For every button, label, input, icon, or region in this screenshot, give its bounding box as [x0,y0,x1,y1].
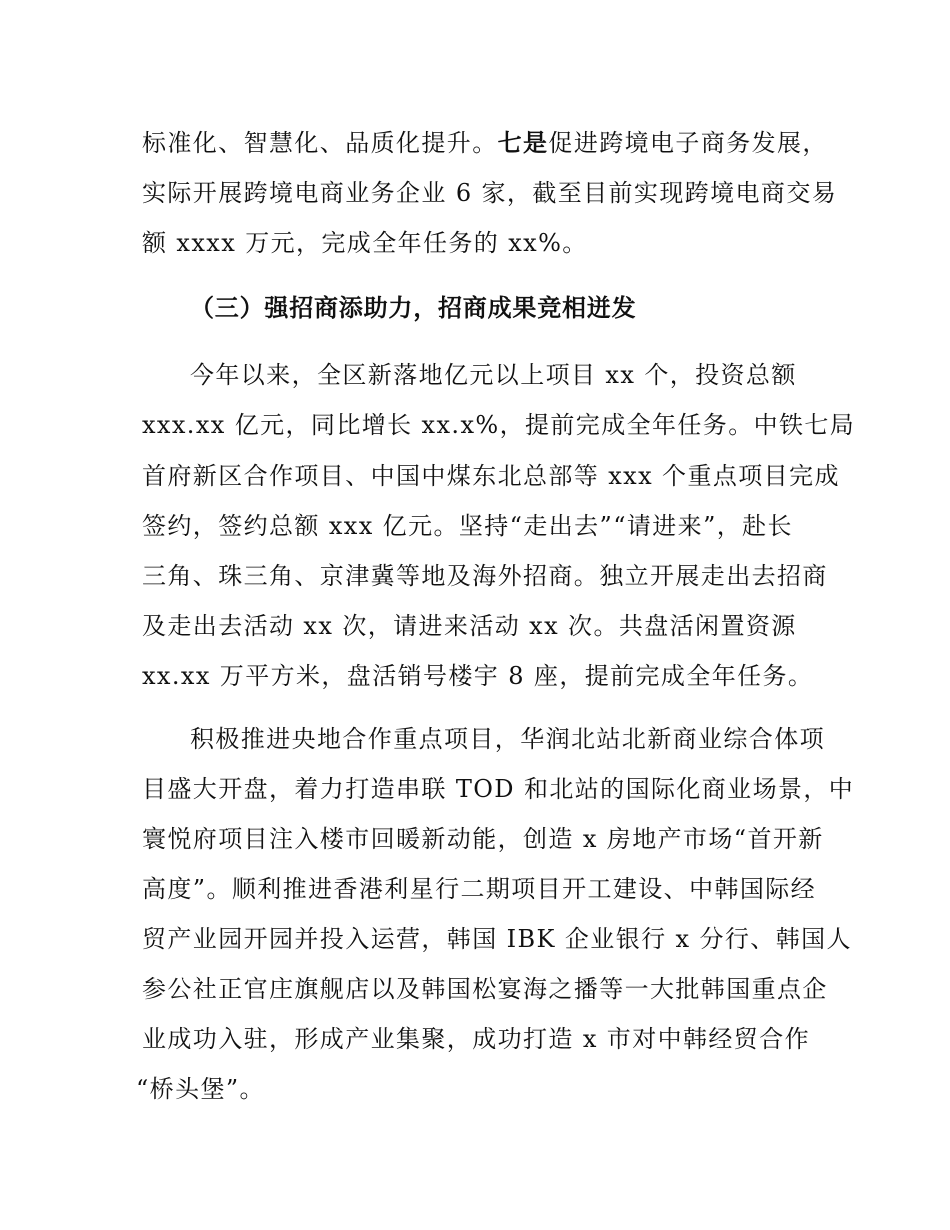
para3-line-6: 参公社正官庄旗舰店以及韩国松宴海之播等一大批韩国重点企 [142,975,828,1003]
para2-line-4: 签约，签约总额 xxx 亿元。坚持“走出去”“请进来”，赴长 [142,512,793,540]
para1-text-after: 促进跨境电子商务发展， [548,129,828,157]
para2-line-7: xx.xx 万平方米，盘活销号楼宇 8 座，提前完成全年任务。 [142,662,814,690]
para1-line-1 [142,128,828,158]
para2-line-6: 及走出去活动 xx 次，请进来活动 xx 次。共盘活闲置资源 [142,612,797,640]
para2-line-3: 首府新区合作项目、中国中煤东北总部等 xxx 个重点项目完成 [142,462,840,490]
para3-line-4: 高度”。顺利推进香港利星行二期项目开工建设、中韩国际经 [142,875,817,903]
para1-text-before: 标准化、智慧化、品质化提升。 [142,129,498,157]
para3-line-8: “桥头堡”。 [136,1075,265,1103]
para2-line-5: 三角、珠三角、京津冀等地及海外招商。独立开展走出去招商 [142,562,828,590]
para2-line-1: 今年以来，全区新落地亿元以上项目 xx 个，投资总额 [190,361,797,389]
para3-line-5: 贸产业园开园并投入运营，韩国 IBK 企业银行 x 分行、韩国人 [142,925,852,953]
para1-line-3: 额 xxxx 万元，完成全年任务的 xx%。 [142,229,588,257]
para1-bold-keyword: 七是 [497,129,549,157]
para3-line-3: 寰悦府项目注入楼市回暖新动能，创造 x 房地产市场“首开新 [142,825,824,853]
para3-line-2: 目盛大开盘，着力打造串联 TOD 和北站的国际化商业场景，中 [142,775,855,803]
section-heading-3: （三）强招商添助力，招商成果竞相迸发 [190,294,637,322]
para2-line-2: xxx.xx 亿元，同比增长 xx.x%，提前完成全年任务。中铁七局 [142,411,856,439]
para1-line-2: 实际开展跨境电商业务企业 6 家，截至目前实现跨境电商交易 [142,179,838,207]
para3-line-1: 积极推进央地合作重点项目，华润北站北新商业综合体项 [190,725,825,753]
para3-line-7: 业成功入驻，形成产业集聚，成功打造 x 市对中韩经贸合作 [142,1025,810,1053]
